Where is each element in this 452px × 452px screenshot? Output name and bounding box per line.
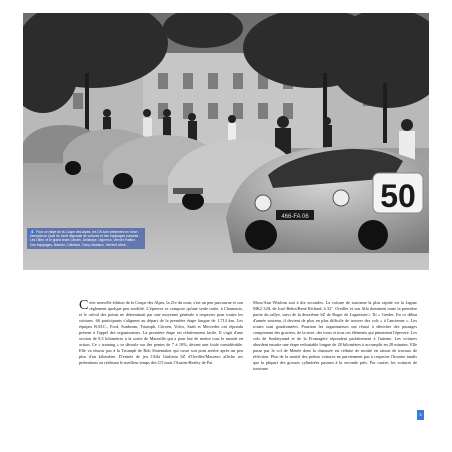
article-text-right: Moss/Ann Wisdom suit à dix secondes. La voiture de tourisme la plus rapide est la Jaguar MK2 3,8L de José Behra/René Richard, à 32". Oreiller et son Alfa dominent toute la première partie du rallye, suivi de la deuxième SZ de Roger de Lageneste/« Tit » Greder. En ce début d'année soutenu, il devient de plus en plus difficile de trouver des cols « à l'ancienne ». Les routes sont goudronnées. Pourtant les organisateurs ont réussi à dénicher des passages comprenant des graviers, de la terre, des trous et tous ces éléments qui pimentent l'épreuve. Les cols de Soubeyrand et de la Fromagère répondent parfaitement à l'attente. Les voitures abordent ensuite une étape redoutable longue de 28 kilomètres à accomplir en 28 minutes. Elle passe par le col de Menée dont la chaussée est réduite de moitié en raison de travaux de réfection. Plus de la moitié des petites voitures ne parviennent pas à respecter l'horaire tandis que la plupart des grosses cylindrées passent à la seconde près. Par contre, les voitures de tourisme <box>253 300 417 371</box>
article-column-right <box>253 300 417 372</box>
page-number: 5 <box>417 410 424 420</box>
license-plate: 466-FA 06 <box>281 214 309 220</box>
race-number: 50 <box>380 178 416 214</box>
drop-cap: C <box>79 298 89 313</box>
caption-number: 4 <box>31 229 34 234</box>
article-body <box>79 300 417 440</box>
photo-caption <box>27 228 145 249</box>
article-column-left <box>79 300 243 366</box>
article-text-left: ette nouvelle édition de la Coupe des Alpes, la 21e du nom, s'est un peu parcourue et son règlement quelque peu modifié. L'épreuve se compose qu'une seule traite, à Chamonix, et le calcul des points ne déterminait par une moyenne générale à respecter pour toutes les voitures. 66 participants s'alignent au départ de la première étape longue de 1.714 km. Les équipes B.M.C., Ford, Sunbeam, Triumph, Citroën, Volvo, Saab et Mercedes ont répondu présent à l'appel des organisateurs. La première étape est relativement facile. Il s'agit d'une section de 8,5 kilomètres à la sortie de Marseille qui a pour but de mettre tous le monde en action. Ce « training » se déroule sur des pentes de 7 à 10%, devant une foule considérable. Elle va réussir pas à la Triumph de Rob Slotemaker qui casse son pont arrière après un peu plus d'un kilomètre. D'entrée de jeu l'Alfa Giulietta SZ d'Oreiller/Masoero affiche ses prétentions en réalisant le meilleur temps des GT mais l'Austin-Healey de Pat <box>79 300 243 365</box>
caption-text: Pour ce rallye de la Coupe des Alpes, les DS sont présentes en force : l'armada du Quai de Javel disposait de voitures et des équipages suivants : Les Ollier, et le grand team Citroën, Delahaye, Vigneron, Vernier-Palliez. Ces équipages, Bianchi, Coltelloni, Toury-Vaudaux, Verrier/Lafont… <box>30 230 141 247</box>
